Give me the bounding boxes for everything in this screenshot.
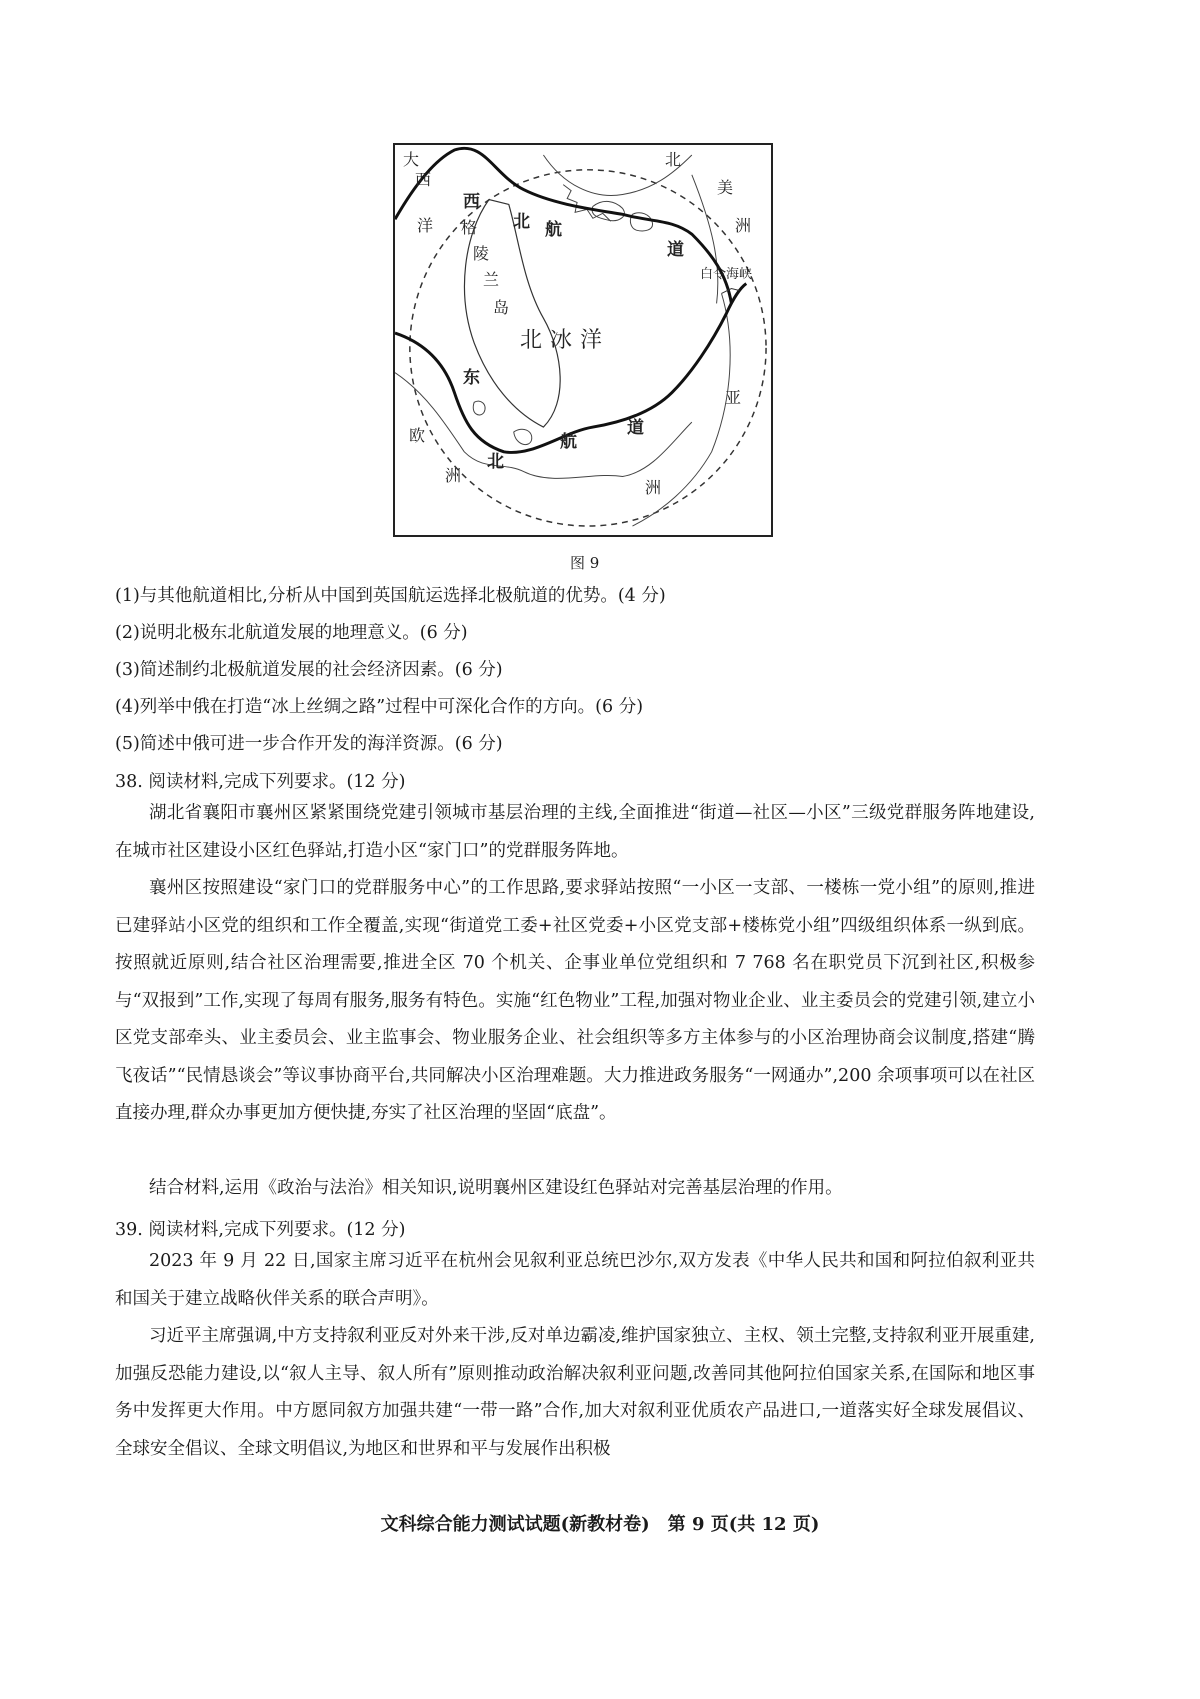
q38-paragraph-1: 湖北省襄阳市襄州区紧紧围绕党建引领城市基层治理的主线,全面推进“街道—社区—小区”三级党群服务阵地建设,在城市社区建设小区红色驿站,打造小区“家门口”的党群服务阵地。 [115, 803, 1035, 861]
label-greenland: 格 [461, 218, 478, 237]
label-north-america: 洲 [735, 216, 752, 235]
label-europe: 欧 [409, 426, 426, 445]
label-north-america: 北 [665, 150, 682, 169]
label-northeast-passage: 东 [463, 368, 480, 388]
question-4: (4)列举中俄在打造“冰上丝绸之路”过程中可深化合作的方向。(6 分) [115, 697, 644, 717]
question-3: (3)简述制约北极航道发展的社会经济因素。(6 分) [115, 660, 503, 680]
label-northwest-passage: 航 [545, 220, 562, 240]
label-northeast-passage: 航 [560, 432, 577, 452]
label-asia: 洲 [645, 478, 662, 497]
question-1: (1)与其他航道相比,分析从中国到英国航运选择北极航道的优势。(4 分) [115, 586, 666, 606]
q38-paragraph-2: 襄州区按照建设“家门口的党群服务中心”的工作思路,要求驿站按照“一小区一支部、一楼栋一党小组”的原则,推进已建驿站小区党的组织和工作全覆盖,实现“街道党工委+社区党委+小区党支部+楼栋党小组”四级组织体系一纵到底。按照就近原则,结合社区治理需要,推进全区 70 个机关、企事业单位党组织和 7 768 名在职党员下沉到社区,积极参与“双报到”工作,实现了每周有服务,服务有特色。实施“红色物业”工程,加强对物业企业、业主委员会的党建引领,建立小区党支部牵头、业主委员会、业主监事会、物业服务企业、社会组织等多方主体参与的小区治理协商会议制度,搭建“腾飞夜话”“民情恳谈会”等议事协商平台,共同解决小区治理难题。大力推进政务服务“一网通办”,200 余项事项可以在社区直接办理,群众办事更加方便快捷,夯实了社区治理的坚固“底盘”。 [115, 878, 1035, 1123]
label-atlantic: 西 [415, 170, 432, 189]
label-arctic-ocean: 北冰洋 [520, 328, 611, 353]
label-northwest-passage: 北 [513, 212, 530, 232]
page-footer: 文科综合能力测试试题(新教材卷) 第 9 页(共 12 页) [380, 1514, 820, 1535]
label-northeast-passage: 道 [627, 418, 644, 438]
q38-prompt: 结合材料,运用《政治与法治》相关知识,说明襄州区建设红色驿站对完善基层治理的作用。 [149, 1178, 843, 1198]
label-atlantic: 大 [403, 150, 420, 169]
label-northwest-passage: 西 [463, 192, 480, 212]
label-north-america: 美 [717, 178, 734, 197]
label-greenland: 岛 [493, 298, 510, 317]
q38-title: 38. 阅读材料,完成下列要求。(12 分) [115, 772, 406, 792]
q39-title: 39. 阅读材料,完成下列要求。(12 分) [115, 1220, 406, 1240]
label-atlantic: 洋 [417, 216, 434, 235]
label-northwest-passage: 道 [667, 240, 684, 260]
label-europe: 洲 [445, 466, 462, 485]
label-greenland: 陵 [473, 244, 490, 263]
label-asia: 亚 [725, 388, 742, 407]
arctic-route-map [393, 143, 773, 537]
figure-caption: 图 9 [570, 554, 600, 572]
label-greenland: 兰 [483, 270, 500, 289]
label-bering-strait: 白令海峡 [700, 267, 753, 282]
question-2: (2)说明北极东北航道发展的地理意义。(6 分) [115, 623, 468, 643]
label-northeast-passage: 北 [487, 452, 504, 472]
q39-paragraph-2: 习近平主席强调,中方支持叙利亚反对外来干涉,反对单边霸凌,维护国家独立、主权、领土完整,支持叙利亚开展重建,加强反恐能力建设,以“叙人主导、叙人所有”原则推动政治解决叙利亚问题,改善同其他阿拉伯国家关系,在国际和地区事务中发挥更大作用。中方愿同叙方加强共建“一带一路”合作,加大对叙利亚优质农产品进口,一道落实好全球发展倡议、全球安全倡议、全球文明倡议,为地区和世界和平与发展作出积极 [115, 1326, 1035, 1459]
question-5: (5)简述中俄可进一步合作开发的海洋资源。(6 分) [115, 734, 503, 754]
q39-paragraph-1: 2023 年 9 月 22 日,国家主席习近平在杭州会见叙利亚总统巴沙尔,双方发表《中华人民共和国和阿拉伯叙利亚共和国关于建立战略伙伴关系的联合声明》。 [115, 1251, 1035, 1309]
